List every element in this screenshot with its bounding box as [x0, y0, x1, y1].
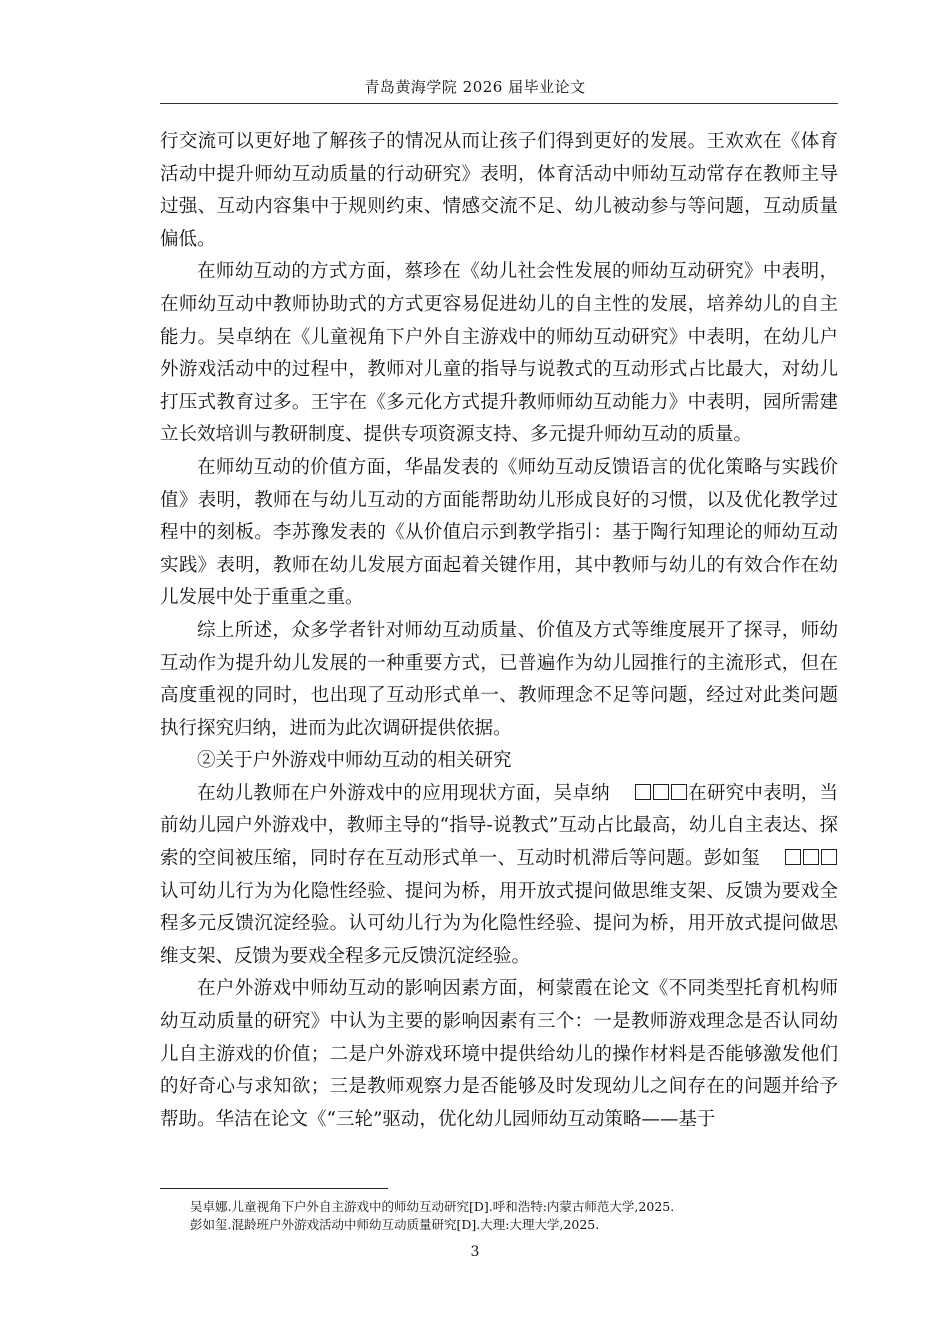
footnotes [190, 1198, 830, 1234]
paragraph-5-part-c: 认可幼儿行为为化隐性经验、提问为桥，用开放式提问做思维支架、反馈为要戏全程多元反馈沉淀经验。认可幼儿行为为化隐性经验、提问为桥，用开放式提问做思维支架、反馈为要戏全程多元反馈沉淀经验。 [160, 880, 838, 967]
header-rule [160, 103, 838, 104]
footnote-rule [160, 1188, 388, 1189]
body-text [160, 126, 838, 1136]
paragraph-5-part-a: 在幼儿教师在户外游戏中的应用现状方面，吴卓纳 [197, 782, 610, 804]
paragraph-2: 在师幼互动的方式方面，蔡珍在《幼儿社会性发展的师幼互动研究》中表明，在师幼互动中教师协助式的方式更容易促进幼儿的自主性的发展，培养幼儿的自主能力。吴卓纳在《儿童视角下户外自主游戏中的师幼互动研究》中表明，在幼儿户外游戏活动中的过程中，教师对儿童的指导与说教式的互动形式占比最大，对幼儿打压式教育过多。王宇在《多元化方式提升教师师幼互动能力》中表明，园所需建立长效培训与教研制度、提供专项资源支持、多元提升师幼互动的质量。 [160, 261, 838, 446]
footnote-marker-box [785, 849, 801, 865]
footnote-marker-box [671, 784, 687, 800]
paragraph-4: 综上所述，众多学者针对师幼互动质量、价值及方式等维度展开了探寻，师幼互动作为提升幼儿发展的一种重要方式，已普遍作为幼儿园推行的主流形式，但在高度重视的同时，也出现了互动形式单一、教师理念不足等问题，经过对此类问题执行探究归纳，进而为此次调研提供依据。 [160, 619, 838, 739]
paragraph-1: 行交流可以更好地了解孩子的情况从而让孩子们得到更好的发展。王欢欢在《体育活动中提升师幼互动质量的行动研究》表明，体育活动中师幼互动常存在教师主导过强、互动内容集中于规则约束、情感交流不足、幼儿被动参与等问题，互动质量偏低。 [160, 131, 838, 250]
footnote-marker-box [635, 784, 651, 800]
footnote-marker-box [803, 849, 819, 865]
footnote-1: 吴卓娜.儿童视角下户外自主游戏中的师幼互动研究[D].呼和浩特:内蒙古师范大学,2025. [190, 1199, 675, 1214]
footnote-marker-box [653, 784, 669, 800]
paragraph-5 [160, 778, 838, 974]
paragraph-3: 在师幼互动的价值方面，华晶发表的《师幼互动反馈语言的优化策略与实践价值》表明，教师在与幼儿互动的方面能帮助幼儿形成良好的习惯，以及优化教学过程中的刻板。李苏豫发表的《从价值启示到教学指引：基于陶行知理论的师幼互动实践》表明，教师在幼儿发展方面起着关键作用，其中教师与幼儿的有效合作在幼儿发展中处于重重之重。 [160, 456, 838, 609]
page-number: 3 [470, 1244, 480, 1260]
paragraph-5-part-b: 在研究中表明，当前幼儿园户外游戏中，教师主导的“指导-说教式”互动占比最高，幼儿自主表达、探索的空间被压缩，同时存在互动形式单一、互动时机滞后等问题。彭如玺 [160, 782, 838, 870]
page-header: 青岛黄海学院 2026 届毕业论文 [364, 78, 586, 96]
footnote-marker-box [821, 849, 837, 865]
footnote-2: 彭如玺.混龄班户外游戏活动中师幼互动质量研究[D].大理:大理大学,2025. [190, 1217, 600, 1232]
paragraph-6: 在户外游戏中师幼互动的影响因素方面，柯蒙霞在论文《不同类型托育机构师幼互动质量的研究》中认为主要的影响因素有三个：一是教师游戏理念是否认同幼儿自主游戏的价值；二是户外游戏环境中提供给幼儿的操作材料是否能够激发他们的好奇心与求知欲；三是教师观察力是否能够及时发现幼儿之间存在的问题并给予帮助。华洁在论文《“三轮”驱动，优化幼儿园师幼互动策略——基于 [160, 978, 838, 1130]
section-heading: ②关于户外游戏中师幼互动的相关研究 [197, 750, 512, 772]
